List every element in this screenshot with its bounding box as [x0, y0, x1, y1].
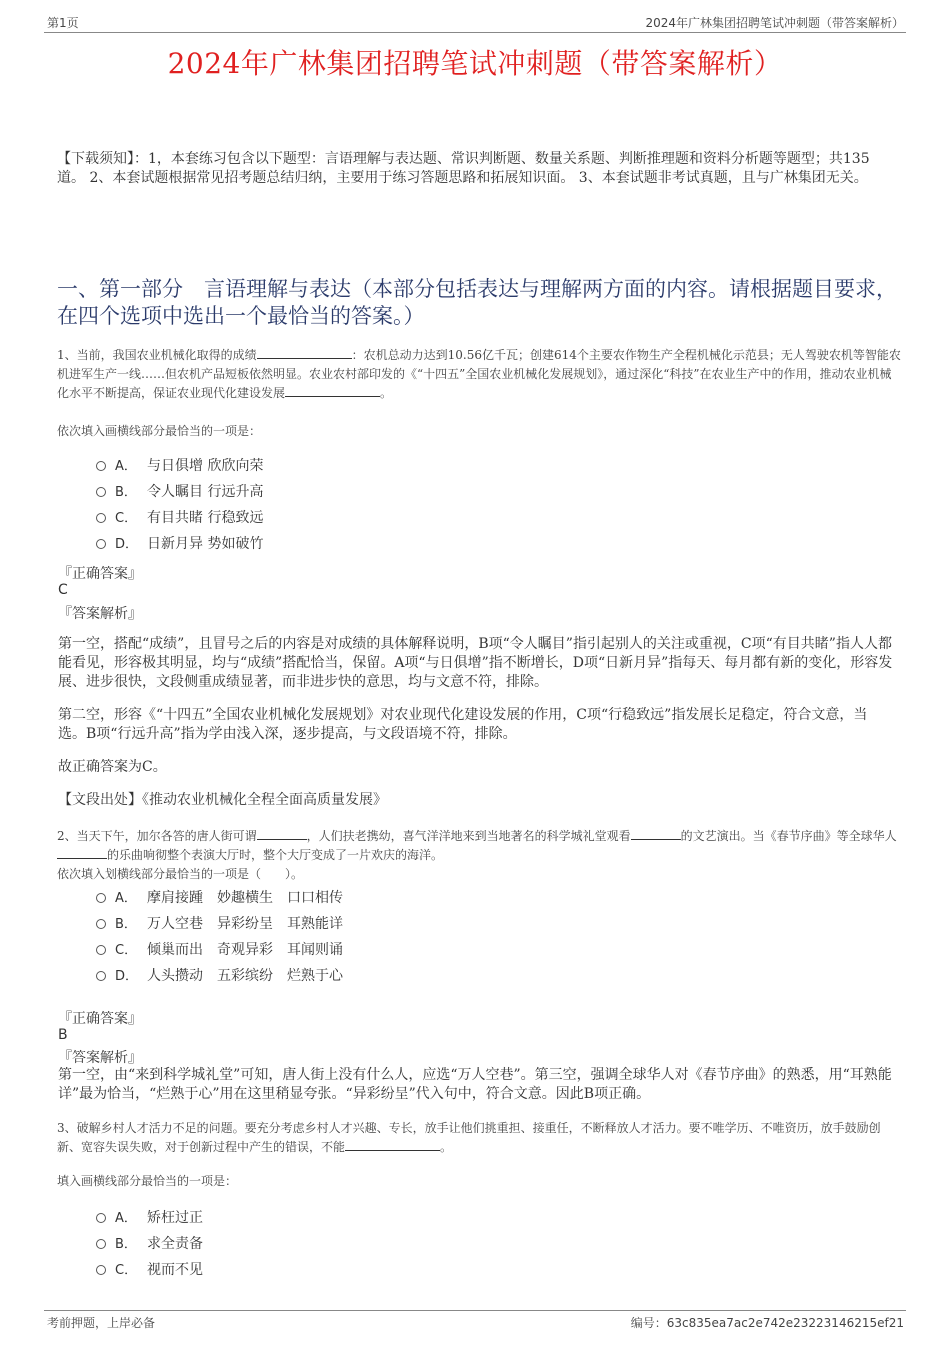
header-doc-title: 2024年广林集团招聘笔试冲刺题（带答案解析）	[645, 16, 904, 30]
question-2-option-d[interactable]: D． 人头攒动 五彩缤纷 烂熟于心	[96, 966, 343, 987]
question-1-analysis-2: 第二空，形容《“十四五”全国农业机械化发展规划》对农业现代化建设发展的作用，C项“行稳致远”指发展长足稳定，符合文意，当选。B项“行远升高”指为学由浅入深，逐步提高，与文段语境不符，排除。	[58, 707, 868, 742]
question-3-option-c[interactable]: C． 视而不见	[96, 1260, 203, 1281]
question-1-text-b: ：农机总动力达到10.56亿千瓦；创建614个主要农作物生产全程机械化示范县；无人驾驶农机等智能农机进军生产一线……但农机产品短板依然明显。农业农村部印发的《“十四五”全国农业机械化发展规划》，通过深化“科技”在农业生产中的作用，推动农业机械化水平不断提高，保证农业现代化建设发展	[57, 348, 901, 400]
radio-button[interactable]	[96, 461, 106, 471]
question-2-analysis: 第一空，由“来到科学城礼堂”可知，唐人街上没有什么人，应选“万人空巷”。第三空，强调全球华人对《春节序曲》的熟悉，用“耳熟能详”最为恰当，“烂熟于心”用在这里稍显夸张。“异彩纷呈”代入句中，符合文意。因此B项正确。	[58, 1067, 892, 1102]
question-1-analysis-1: 第一空，搭配“成绩”，且冒号之后的内容是对成绩的具体解释说明，B项“令人瞩目”指引起别人的关注或重视，C项“有目共睹”指人人都能看见，形容极其明显，均与“成绩”搭配恰当，保留。A项“与日俱增”指不断增长，D项“日新月异”指每天、每月都有新的变化，形容发展、进步很快，文段侧重成绩显著，而非进步快的意思，均与文意不符，排除。	[58, 636, 893, 690]
question-1-source: 【文段出处】《推动农业机械化全程全面高质量发展》	[58, 792, 387, 808]
radio-button[interactable]	[96, 487, 106, 497]
fill-blank	[257, 827, 307, 840]
fill-blank	[345, 1138, 440, 1151]
radio-button[interactable]	[96, 539, 106, 549]
page-number: 第1页	[47, 16, 79, 30]
question-2-answer-label: 『正确答案』	[58, 1011, 142, 1027]
question-1-option-d[interactable]: D． 日新月异 势如破竹	[96, 534, 263, 555]
question-2-answer: B	[58, 1027, 68, 1043]
question-1-option-a[interactable]: A． 与日俱增 欣欣向荣	[96, 456, 263, 477]
section-heading: 一、第一部分 言语理解与表达（本部分包括表达与理解两方面的内容。请根据题目要求，在四个选项中选出一个最恰当的答案。）	[57, 277, 897, 328]
question-3-option-b[interactable]: B． 求全责备	[96, 1234, 203, 1255]
radio-button[interactable]	[96, 919, 106, 929]
footer-divider	[44, 1310, 906, 1311]
header-divider	[44, 32, 906, 33]
radio-button[interactable]	[96, 971, 106, 981]
question-1-answer: C	[58, 582, 68, 598]
fill-blank	[631, 827, 681, 840]
question-1-text-c: 。	[380, 386, 393, 400]
radio-button[interactable]	[96, 513, 106, 523]
fill-blank	[257, 346, 352, 359]
question-1-answer-label: 『正确答案』	[58, 566, 142, 582]
question-3-prompt: 填入画横线部分最恰当的一项是：	[57, 1174, 238, 1188]
question-2-prompt: 依次填入划横线部分最恰当的一项是（ ）。	[57, 867, 304, 881]
question-2-option-c[interactable]: C． 倾巢而出 奇观异彩 耳闻则诵	[96, 940, 343, 961]
question-2-option-a[interactable]: A． 摩肩接踵 妙趣横生 口口相传	[96, 888, 343, 909]
radio-button[interactable]	[96, 893, 106, 903]
radio-button[interactable]	[96, 1265, 106, 1275]
question-1-option-c[interactable]: C． 有目共睹 行稳致远	[96, 508, 263, 529]
download-notice: 【下载须知】：1，本套练习包含以下题型：言语理解与表达题、常识判断题、数量关系题、判断推理题和资料分析题等题型；共135道。 2、本套试题根据常见招考题总结归纳，主要用于练习答题思路和拓展知识面。 3、本套试题非考试真题，且与广林集团无关。	[57, 151, 870, 186]
radio-button[interactable]	[96, 1213, 106, 1223]
question-3-stem: 3、破解乡村人才活力不足的问题。要充分考虑乡村人才兴趣、专长，放手让他们挑重担、接重任，不断释放人才活力。要不唯学历、不唯资历，放手鼓励创新、宽容失误失败，对于创新过程中产生的错误，不能 。	[57, 1121, 881, 1154]
question-1-stem	[57, 346, 902, 403]
question-3-option-a[interactable]: A． 矫枉过正	[96, 1208, 203, 1229]
fill-blank	[57, 846, 107, 859]
footer-slogan: 考前押题，上岸必备	[47, 1316, 156, 1330]
page-title: 2024年广林集团招聘笔试冲刺题（带答案解析）	[167, 47, 783, 80]
question-1-text-a: 1、当前，我国农业机械化取得的成绩	[57, 348, 257, 362]
question-2-analysis-label: 『答案解析』	[58, 1050, 142, 1066]
question-1-prompt: 依次填入画横线部分最恰当的一项是：	[57, 424, 262, 438]
footer-code: 编号：63c835ea7ac2e742e23223146215ef21	[630, 1316, 904, 1330]
question-1-analysis-3: 故正确答案为C。	[58, 759, 167, 775]
radio-button[interactable]	[96, 945, 106, 955]
question-1-analysis-label: 『答案解析』	[58, 606, 142, 622]
fill-blank	[285, 384, 380, 397]
question-1-option-b[interactable]: B． 令人瞩目 行远升高	[96, 482, 263, 503]
radio-button[interactable]	[96, 1239, 106, 1249]
question-2-stem: 2、当天下午，加尔各答的唐人街可谓 ，人们扶老携幼，喜气洋洋地来到当地著名的科学城礼堂观看 的文艺演出。当《春节序曲》等全球华人的乐曲响彻整个表演大厅时，整个大厅变成了一片欢庆的海洋。	[57, 829, 897, 862]
question-2-option-b[interactable]: B． 万人空巷 异彩纷呈 耳熟能详	[96, 914, 343, 935]
